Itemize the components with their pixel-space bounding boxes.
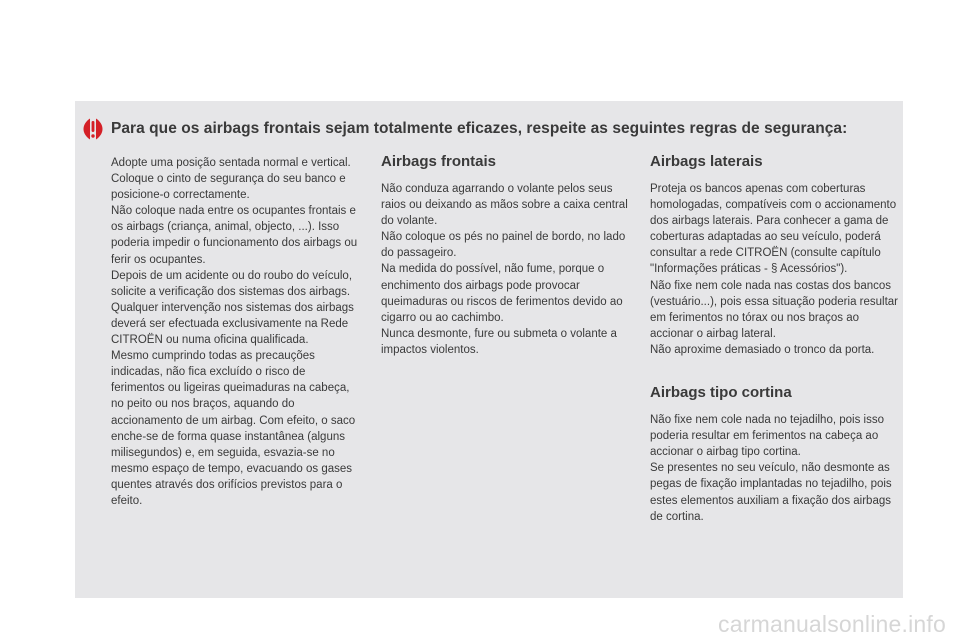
safety-panel xyxy=(75,101,903,598)
frontal-paragraph: Não coloque os pés no painel de bordo, no lado do passageiro. xyxy=(381,231,626,260)
frontal-paragraph: Nunca desmonte, fure ou submeta o volante a impactos violentos. xyxy=(381,327,617,356)
rule-paragraph: Mesmo cumprindo todas as precauções indicadas, não fica excluído o risco de ferimentos ou ligeiras queimaduras na cabeça, no peito ou nos braços, aquando do accionamento de um airbag. Com efeito, o saco enche-se de forma quase instantânea (alguns milisegundos) e, em seguida, esvazia-se no mesmo espaço de tempo, evacuando os gases quentes através dos orifícios previstos para o efeito. xyxy=(111,350,356,507)
page-headline: Para que os airbags frontais sejam totalmente eficazes, respeite as seguintes regras de segurança: xyxy=(111,120,848,137)
section-spacer xyxy=(650,358,898,384)
watermark: carmanualsonline.info xyxy=(718,611,946,637)
lateral-paragraph: Não fixe nem cole nada nas costas dos bancos (vestuário...), pois essa situação poderia resultar em ferimentos no tórax ou nos braços ao accionar o airbag lateral. xyxy=(650,279,899,340)
curtain-airbags-title: Airbags tipo cortina xyxy=(650,384,792,402)
frontal-airbags-section xyxy=(381,153,631,358)
warning-icon xyxy=(81,117,105,141)
curtain-paragraph: Não fixe nem cole nada no tejadilho, pois isso poderia resultar em ferimentos na cabeça ao accionar o airbag tipo cortina. xyxy=(650,414,884,459)
lateral-airbags-title: Airbags laterais xyxy=(650,153,763,170)
frontal-paragraph: Não conduza agarrando o volante pelos seus raios ou deixando as mãos sobre a caixa central do volante. xyxy=(381,183,628,228)
rule-paragraph: Coloque o cinto de segurança do seu banco e posicione-o correctamente. xyxy=(111,173,346,202)
lateral-paragraph: Proteja os bancos apenas com coberturas homologadas, compatíveis com o accionamento dos airbags laterais. Para conhecer a gama de coberturas adaptadas ao seu veículo, poderá consultar a rede CITROËN (consulte capítulo "Informações práticas - § Acessórios"). xyxy=(650,183,897,276)
rule-paragraph: Qualquer intervenção nos sistemas dos airbags deverá ser efectuada exclusivamente na Rede CITROËN ou numa oficina qualificada. xyxy=(111,301,354,347)
rule-paragraph: Depois de um acidente ou do roubo do veículo, solicite a verificação dos sistemas dos airbags. xyxy=(111,269,353,298)
general-rules-column xyxy=(111,155,361,509)
lateral-paragraph: Não aproxime demasiado o tronco da porta. xyxy=(650,343,875,356)
curtain-paragraph: Se presentes no seu veículo, não desmonte as pegas de fixação implantadas no tejadilho, pois estes elementos auxiliam a fixação dos airbags de cortina. xyxy=(650,462,892,523)
frontal-paragraph: Na medida do possível, não fume, porque o enchimento dos airbags pode provocar queimaduras ou riscos de ferimentos devido ao cigarro ou ao cachimbo. xyxy=(381,263,623,324)
rule-paragraph: Não coloque nada entre os ocupantes frontais e os airbags (criança, animal, objecto, ...). Isso poderia impedir o funcionamento dos airbags ou ferir os ocupantes. xyxy=(111,205,358,266)
frontal-airbags-title: Airbags frontais xyxy=(381,153,497,170)
side-airbags-column xyxy=(650,153,898,525)
rule-paragraph: Adopte uma posição sentada normal e vertical. xyxy=(111,157,351,169)
